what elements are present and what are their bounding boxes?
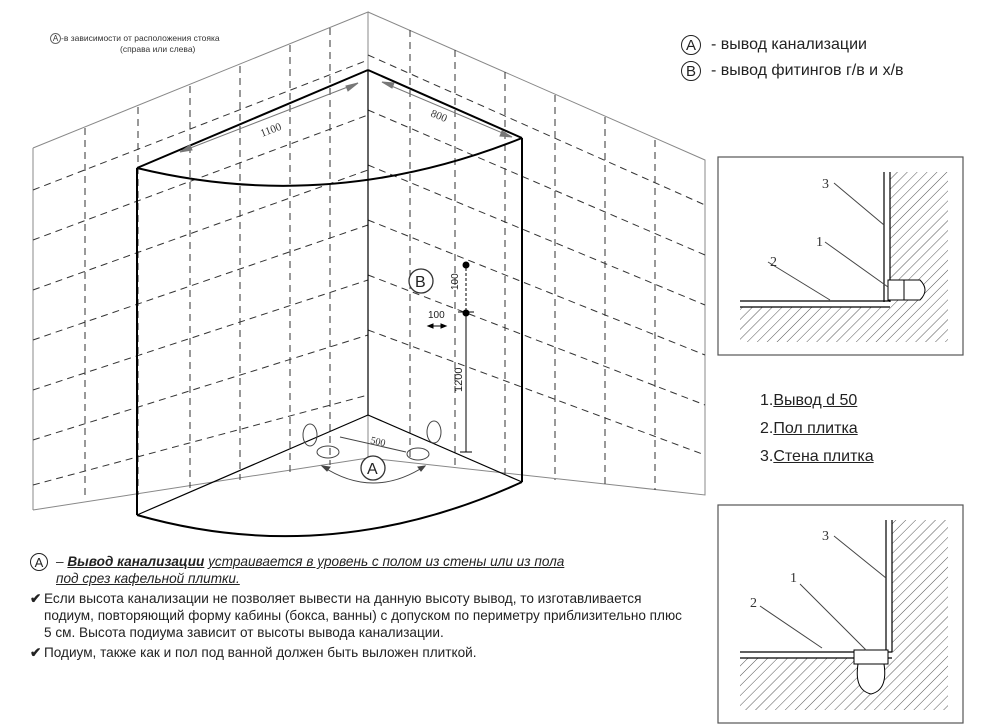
notes-item-1 <box>30 590 690 641</box>
part-2-label: Пол плитка <box>773 420 858 437</box>
b-height-dim: 1200 <box>453 367 465 392</box>
part-2-num: 2. <box>760 420 774 437</box>
detail-bottom <box>718 505 963 723</box>
right-wall-outline <box>368 12 705 495</box>
part-1-label: Вывод d 50 <box>773 392 858 409</box>
a-marker: A <box>367 461 378 478</box>
top-note-marker: A <box>50 33 61 44</box>
a-offset-dim: 500 <box>369 435 387 450</box>
check-icon: ✔ <box>30 645 42 660</box>
notes-head-rest: устраивается в уровень с полом из стены или из пола <box>208 554 565 569</box>
detail-top-label-2: 2 <box>770 255 777 270</box>
legend-item-b <box>681 58 904 84</box>
detail-bottom-label-1: 1 <box>790 571 797 586</box>
part-3-num: 3. <box>760 448 774 465</box>
legend <box>681 32 904 84</box>
dim-1100-label: 1100 <box>258 120 284 140</box>
notes-item-1-text: Если высота канализации не позволяет вывести на данную высоту вывод, то изготавливается подиум, повторяющий форму кабины (бокса, ванны) с допуском по периметру приблизительно плюс 5 см. Высота подиума зависит от высоты вывода канализации. <box>44 591 682 640</box>
b-vertical-dim: 100 <box>450 273 461 290</box>
shower-isometric <box>33 12 705 536</box>
legend-marker-a: A <box>681 35 701 55</box>
b-upper-outlet <box>463 262 470 269</box>
part-1 <box>760 392 874 420</box>
legend-item-a <box>681 32 904 58</box>
top-note-line1: -в зависимости от расположения стояка <box>61 33 220 43</box>
part-1-num: 1. <box>760 392 774 409</box>
notes-head-line2: под срез кафельной плитки. <box>56 571 240 586</box>
part-2 <box>760 420 874 448</box>
detail-top-label-3: 3 <box>822 177 829 192</box>
notes-marker: A <box>30 553 48 571</box>
dim-800-label: 800 <box>428 107 449 125</box>
notes <box>30 553 690 661</box>
legend-text-b: - вывод фитингов г/в и х/в <box>711 62 904 79</box>
b-lower-outlet <box>463 310 470 317</box>
notes-head-bold: Вывод канализации <box>67 554 205 569</box>
right-wall-tiles <box>368 30 705 490</box>
notes-item-2-text: Подиум, также как и пол под ванной должен быть выложен плиткой. <box>44 645 477 660</box>
detail-top <box>718 157 963 355</box>
detail-bottom-label-3: 3 <box>822 529 829 544</box>
part-3-label: Стена плитка <box>773 448 874 465</box>
check-icon: ✔ <box>30 591 42 606</box>
left-wall-outline <box>33 12 368 458</box>
part-3 <box>760 448 874 476</box>
b-marker: B <box>415 274 426 291</box>
b-horizontal-dim: 100 <box>428 310 445 321</box>
notes-heading: A – Вывод канализации устраивается в уровень с полом из стены или из пола под срез кафельной плитки. <box>30 553 690 587</box>
detail-top-label-1: 1 <box>816 235 823 250</box>
top-note-line2: (справа или слева) <box>120 44 196 55</box>
legend-marker-b: B <box>681 61 701 81</box>
dim-1100 <box>180 83 358 152</box>
detail-bottom-label-2: 2 <box>750 596 757 611</box>
top-note <box>50 33 220 55</box>
parts-list <box>760 392 874 476</box>
notes-item-2 <box>30 644 690 661</box>
legend-text-a: - вывод канализации <box>711 36 867 53</box>
